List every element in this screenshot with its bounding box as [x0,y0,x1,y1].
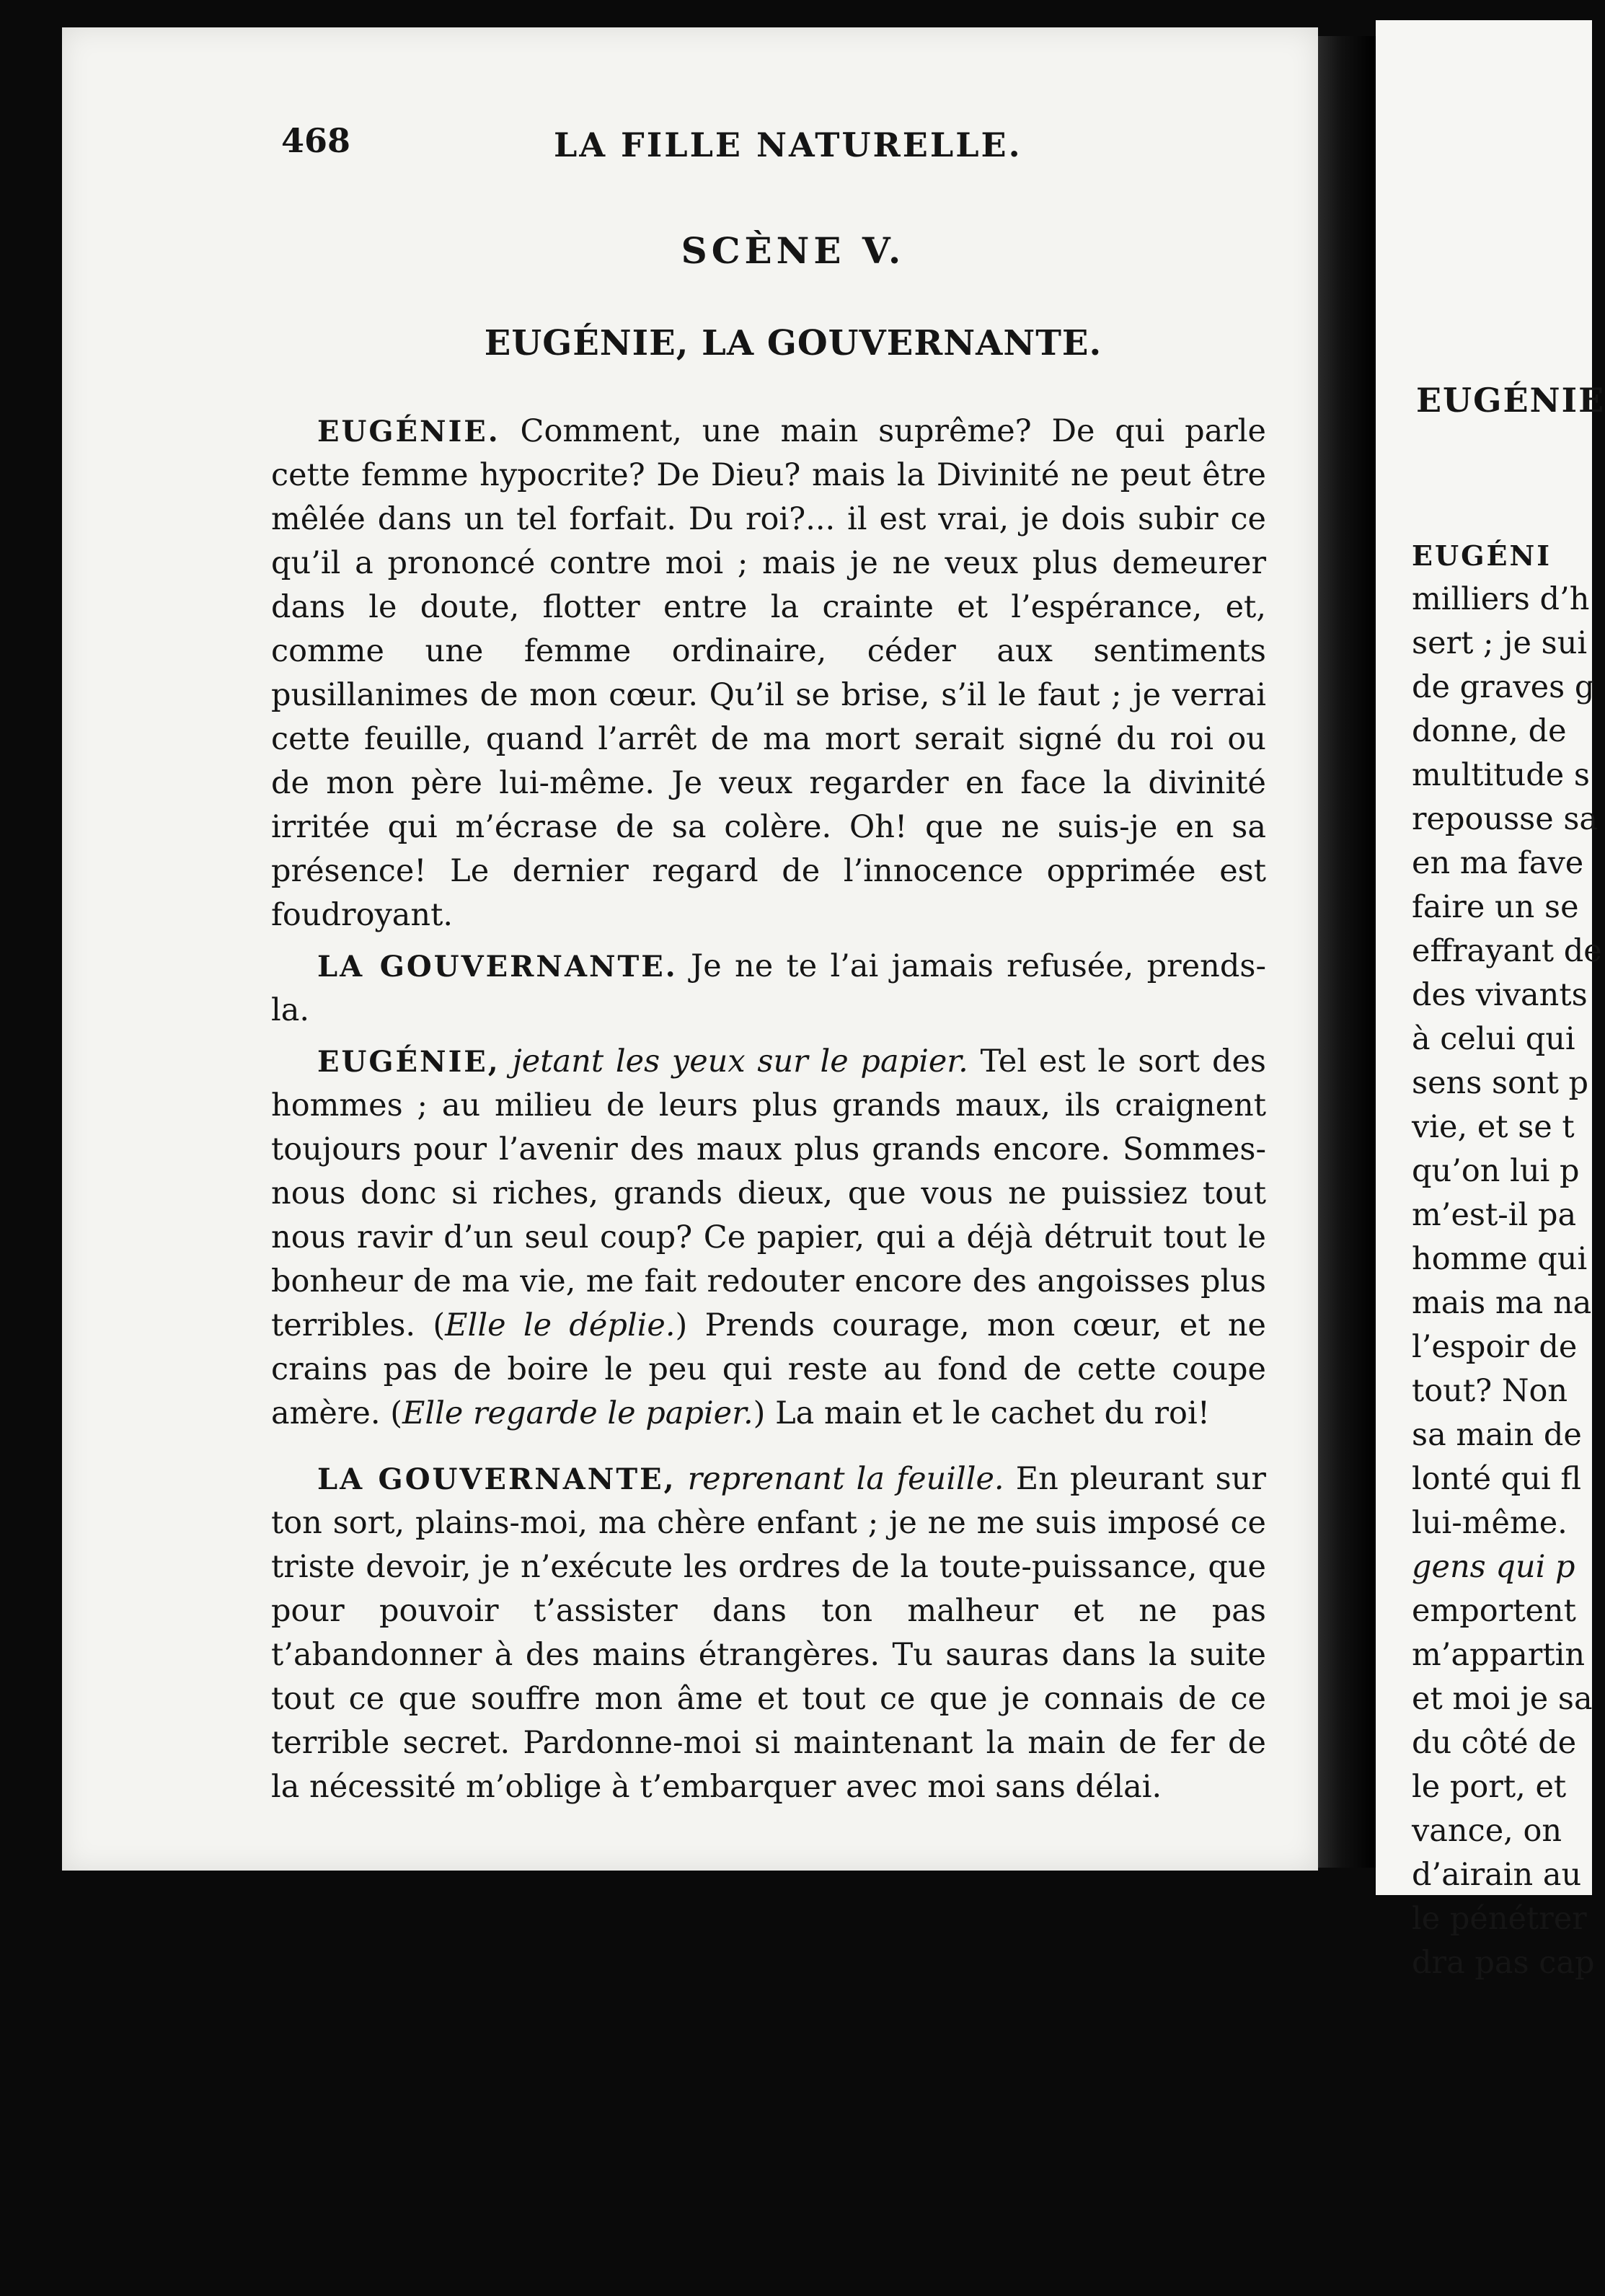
text-line: donne, de [1412,713,1567,749]
dialogue-body [271,410,1266,1816]
text-line: qu’on lui p [1412,1153,1580,1189]
dialogue-text: Comment, une main suprême? De qui parle cette femme hypocrite? De Dieu? mais la Divinité ne peut être mêlée dans un tel forfait. Du roi?... il est vrai, je dois subir ce qu’il a prononcé contre moi ; mais je ne veux plus demeurer dans le doute, flotter entre la crainte et l’espérance, et, comme une femme ordinaire, céder aux sentiments pusillanimes de mon cœur. Qu’il se brise, s’il le faut ; je verrai cette feuille, quand l’arrêt de ma mort serait signé du roi ou de mon père lui-même. Je veux regarder en face la divinité irritée qui m’écrase de sa colère. Oh! que ne suis-je en sa présence! Le dernier regard de l’innocence opprimée est foudroyant. [271,413,1266,933]
text-line: des vivants [1412,977,1588,1013]
text-line: en ma fave [1412,845,1584,881]
text-line: milliers d’h [1412,581,1590,617]
dialogue-text: Tel est le sort des hommes ; au milieu de leurs plus grands maux, ils craignent toujours pour l’avenir des maux plus grands encore. Sommes-nous donc si riches, grands dieux, que vous ne puissiez tout nous ravir d’un seul coup? Ce papier, qui a déjà détruit tout le bonheur de ma vie, me fait redouter encore des angoisses plus terribles. ( [271,1043,1266,1343]
text-line: m’est-il pa [1412,1197,1577,1233]
text-line: à celui qui [1412,1021,1575,1057]
text-line: de graves g [1412,669,1595,705]
page-number: 468 [281,121,351,160]
text-line: lonté qui fl [1412,1461,1582,1497]
text-line: gens qui p [1412,1549,1575,1585]
cast-list: EUGÉNIE, LA GOUVERNANTE. [484,323,1102,363]
text-line: du côté de [1412,1725,1577,1761]
text-line: sert ; je sui [1412,625,1588,661]
stage-direction: Elle regarde le papier. [402,1395,753,1431]
dialogue-paragraph [271,945,1266,1033]
dialogue-paragraph [271,410,1266,937]
speaker-name: LA GOUVERNANTE, [317,1462,676,1496]
dialogue-text: ) Prends courage, mon cœur, et ne crains pas de boire le peu qui reste au fond de cette coupe amère. ( [271,1307,1267,1431]
dialogue-paragraph [271,1457,1266,1809]
text-line: l’espoir de [1412,1329,1578,1365]
dialogue-text: En pleurant sur ton sort, plains-moi, ma chère enfant ; je ne me suis imposé ce triste devoir, je n’exécute les ordres de la toute-puissance, que pour pouvoir t’assister dans ton malheur et ne pas t’abandonner à des mains étrangères. Tu sauras dans la suite tout ce que souffre mon âme et tout ce que je connais de ce terrible secret. Pardonne-moi si maintenant la main de fer de la nécessité m’oblige à t’embarquer avec moi sans délai. [271,1461,1266,1805]
text-line: effrayant de [1412,933,1602,969]
text-line: sa main de [1412,1417,1582,1453]
text-line: vance, on [1412,1813,1562,1849]
text-line: le pénétrer [1412,1901,1587,1937]
dialogue-text: Je ne te l’ai jamais refusée, prends-la. [271,948,1267,1028]
page-header [281,121,1305,172]
scene-title: SCÈNE V. [681,229,906,272]
stage-direction: Elle le déplie. [445,1307,676,1343]
dialogue-paragraph [271,1040,1266,1436]
text-line: emportent [1412,1593,1576,1629]
text-line: le port, et [1412,1769,1567,1805]
text-line: homme qui [1412,1241,1588,1277]
text-line: vie, et se t [1412,1109,1575,1145]
book-gutter [1318,36,1376,1868]
stage-direction: reprenant la feuille. [676,1461,1004,1497]
text-line: mais ma na [1412,1285,1592,1321]
text-line: et moi je sa [1412,1681,1593,1717]
text-line: sens sont p [1412,1065,1589,1101]
text-line: multitude s [1412,757,1590,793]
speaker-name: LA GOUVERNANTE. [317,950,678,984]
speaker-name: EUGÉNIE. [317,415,500,449]
text-line: EUGÉNI [1412,539,1552,572]
stage-direction: jetant les yeux sur le papier. [500,1043,968,1079]
text-line: lui-même. [1412,1505,1568,1541]
running-title: LA FILLE NATURELLE. [554,125,1022,164]
right-page [1376,20,1605,1981]
right-page-heading: EUGÉNIE [1416,381,1605,420]
text-line: m’appartin [1412,1637,1586,1673]
speaker-name: EUGÉNIE, [317,1045,500,1079]
text-line: faire un se [1412,889,1579,925]
right-page-text [1412,534,1602,1985]
text-line: d’airain au [1412,1857,1582,1893]
text-line: repousse sa [1412,801,1599,837]
text-line: dra pas cap [1412,1945,1595,1981]
text-line: tout? Non [1412,1373,1568,1409]
dialogue-text: ) La main et le cachet du roi! [753,1395,1210,1431]
